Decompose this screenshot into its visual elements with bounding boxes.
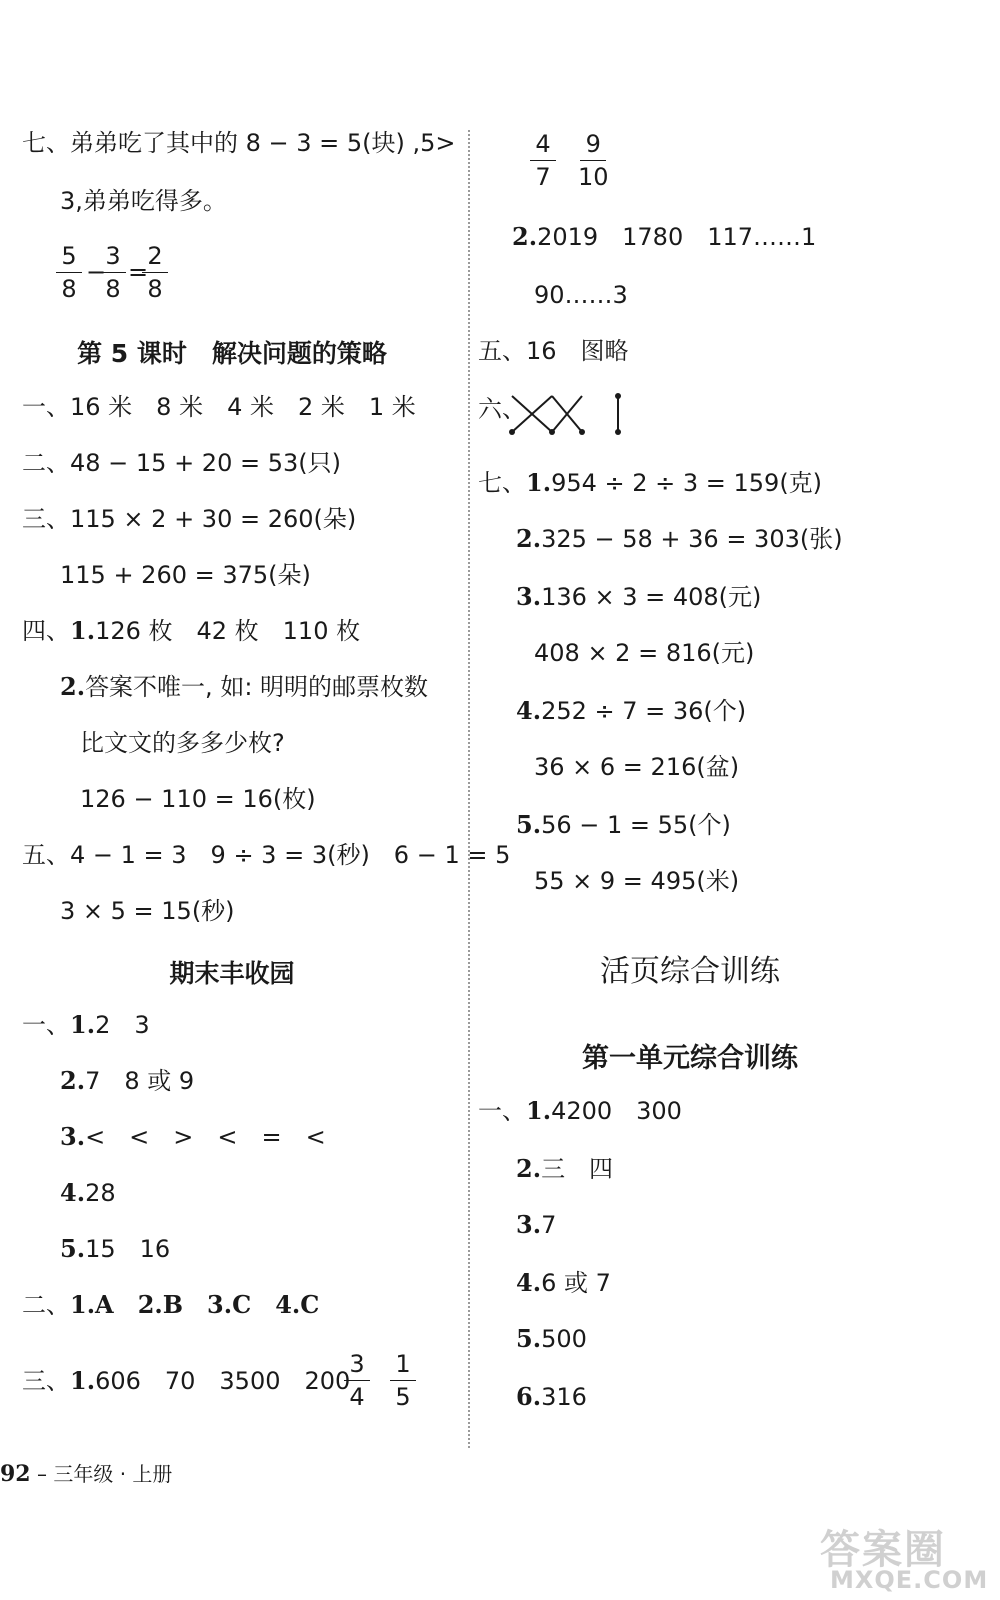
harvest-q2 [22,1290,319,1320]
item-number: 1. [526,1096,552,1125]
denominator: 5 [395,1383,411,1411]
fraction-5-8 [56,242,82,303]
item-number: 6. [516,1382,542,1411]
q-prefix: 三、 [22,1367,70,1395]
item-text: 252 ÷ 7 = 36(个) [541,697,747,725]
item-text: 三 四 [541,1155,614,1183]
numerator: 3 [105,242,121,270]
item-number: 1. [526,468,552,497]
fraction-bar [142,272,168,273]
denominator: 8 [147,275,163,303]
q-prefix: 七、 [478,469,526,497]
q-prefix: 六、 [478,395,526,423]
item-number: 3. [516,582,542,611]
lesson5-q4-2-calc: 126 − 110 = 16(枚) [80,785,316,813]
q-prefix: 一、 [478,1097,526,1125]
q-prefix: 一、 [22,1011,70,1039]
choice-item: 1.A [70,1290,114,1319]
item-text: 126 枚 42 枚 110 枚 [95,617,361,645]
item-text: 56 − 1 = 55(个) [541,811,731,839]
right-q5: 五、16 图略 [478,337,629,365]
item-number: 2. [516,524,542,553]
right-q7-5-cont: 55 × 9 = 495(米) [534,867,740,895]
denominator: 8 [105,275,121,303]
lesson5-title: 第 5 课时 解决问题的策略 [77,339,387,368]
item-number: 2. [60,672,86,701]
fraction-bar [56,272,82,273]
match-dot [615,429,621,435]
column-divider [468,130,470,1448]
item-text: 500 [541,1325,587,1353]
harvest-q1-4 [60,1178,116,1208]
item-number: 2. [512,222,538,251]
item-text: 28 [85,1179,116,1207]
match-dot [549,429,555,435]
item-text: 7 [541,1211,557,1239]
unit1-title: 第一单元综合训练 [582,1043,798,1074]
fraction-3-8 [100,242,126,303]
watermark-logo [820,1518,990,1596]
page-footer [0,1458,172,1487]
denominator: 8 [61,275,77,303]
match-dot [615,393,621,399]
item-number: 5. [516,1324,542,1353]
grade-label: 三年级 · 上册 [53,1462,173,1486]
unit1-q1-5 [516,1324,587,1354]
item-number: 3. [60,1122,86,1151]
lesson5-q1: 一、16 米 8 米 4 米 2 米 1 米 [22,393,416,421]
unit1-q1-4 [516,1268,611,1298]
left-q7-line1: 七、弟弟吃了其中的 8 − 3 = 5(块) ,5> [22,129,456,157]
harvest-q3-1 [22,1366,350,1396]
right-q7-4-cont: 36 × 6 = 216(盆) [534,753,740,781]
item-number: 2. [516,1154,542,1183]
item-number: 4. [516,696,542,725]
fraction-bar [530,160,556,161]
item-text: 15 16 [85,1235,171,1263]
item-text: 325 − 58 + 36 = 303(张) [541,525,843,553]
lesson5-q5a: 五、4 − 1 = 3 9 ÷ 3 = 3(秒) 6 − 1 = 5 [22,841,511,869]
fraction-bar [100,272,126,273]
item-number: 2. [60,1066,86,1095]
fraction-bar [580,160,606,161]
left-q7-line2: 3,弟弟吃得多。 [60,187,227,215]
item-text: 954 ÷ 2 ÷ 3 = 159(克) [551,469,823,497]
loose-leaf-title: 活页综合训练 [600,954,780,989]
item-number: 1. [70,616,96,645]
item-number: 1. [70,1010,96,1039]
item-text: < < > < = < [85,1123,326,1151]
right-q7-3-cont: 408 × 2 = 816(元) [534,639,755,667]
harvest-q1-1 [22,1010,150,1040]
right-q2 [512,222,816,252]
lesson5-q3b: 115 + 260 = 375(朵) [60,561,311,589]
numerator: 4 [535,130,551,158]
equals-sign: = [128,258,149,286]
minus-sign: − [86,258,107,286]
right-q7-2 [516,524,843,554]
item-text: 606 70 3500 200 [95,1367,351,1395]
right-q7-5 [516,810,731,840]
matching-lines-figure [508,392,628,440]
item-number: 5. [516,810,542,839]
lesson5-q3a: 三、115 × 2 + 30 = 260(朵) [22,505,357,533]
harvest-q1-3 [60,1122,326,1152]
unit1-q1-1 [478,1096,682,1126]
item-text: 2019 1780 117……1 [537,223,817,251]
numerator: 5 [61,242,77,270]
denominator: 4 [349,1383,365,1411]
item-text: 4200 300 [551,1097,682,1125]
unit1-q1-6 [516,1382,587,1412]
numerator: 2 [147,242,163,270]
item-text: 答案不唯一, 如: 明明的邮票枚数 [85,673,429,701]
lesson5-q4-1 [22,616,360,646]
item-text: 6 或 7 [541,1269,611,1297]
footer-dash: – [36,1462,47,1486]
item-text: 2 3 [95,1011,150,1039]
page-number: 92 [0,1461,31,1487]
choice-item: 2.B [137,1290,184,1319]
numerator: 1 [395,1350,411,1378]
numerator: 9 [585,130,601,158]
item-number: 4. [60,1178,86,1207]
harvest-q1-5 [60,1234,170,1264]
item-number: 1. [70,1366,96,1395]
fraction-bar [390,1380,416,1381]
denominator: 10 [578,163,609,191]
choice-item: 3.C [207,1290,252,1319]
fraction-bar [344,1380,370,1381]
item-number: 5. [60,1234,86,1263]
harvest-title: 期末丰收园 [169,959,295,988]
harvest-q1-2 [60,1066,194,1096]
item-number: 3. [516,1210,542,1239]
fraction-4-7 [530,130,556,191]
match-dot [509,429,515,435]
item-number: 4. [516,1268,542,1297]
fraction-3-4 [344,1350,370,1411]
match-dot [579,429,585,435]
unit1-q1-3 [516,1210,556,1240]
item-text: 316 [541,1383,587,1411]
right-q7-4 [516,696,746,726]
fraction-2-8 [142,242,168,303]
item-text: 136 × 3 = 408(元) [541,583,762,611]
right-q7-3 [516,582,761,612]
q-prefix: 二、 [22,1291,70,1319]
fraction-9-10 [578,130,609,191]
right-q2-cont: 90……3 [534,281,628,309]
item-text: 7 8 或 9 [85,1067,195,1095]
choice-item: 4.C [275,1290,320,1319]
lesson5-q2: 二、48 − 15 + 20 = 53(只) [22,449,341,477]
lesson5-q4-2-cont: 比文文的多多少枚? [80,729,285,757]
unit1-q1-2 [516,1154,613,1184]
numerator: 3 [349,1350,365,1378]
watermark-text: 答案圈 [820,1527,946,1573]
denominator: 7 [535,163,551,191]
lesson5-q5b: 3 × 5 = 15(秒) [60,897,235,925]
watermark-url: MXQE.COM [830,1566,989,1594]
q-prefix: 四、 [22,617,70,645]
right-q7-1 [478,468,822,498]
fraction-1-5 [390,1350,416,1411]
lesson5-q4-2 [60,672,428,702]
